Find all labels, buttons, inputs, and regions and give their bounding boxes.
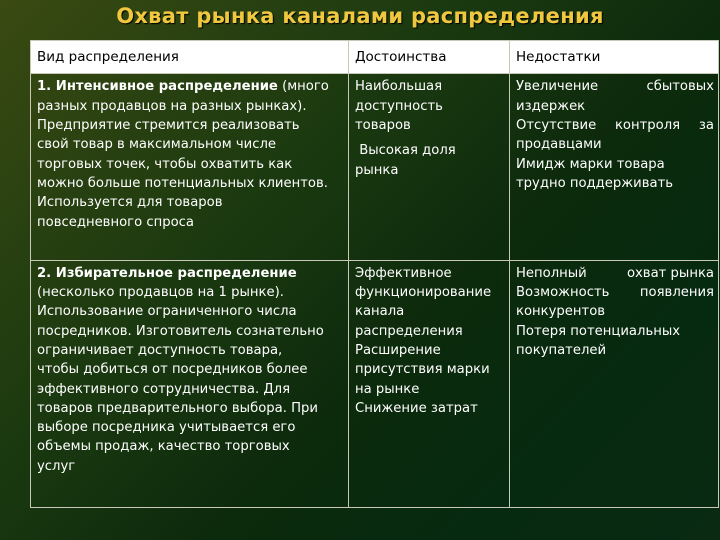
type-cell <box>31 260 349 507</box>
header-disadvantages: Недостатки <box>510 41 719 74</box>
disadvantage-line: покупателей <box>516 343 607 358</box>
disadvantage-line <box>516 77 714 96</box>
type-text: объемы продаж, качество торговых <box>37 439 290 455</box>
type-text: чтобы добиться от посредников более <box>37 362 308 378</box>
word: Возможность <box>516 285 610 301</box>
advantage-text: функционирование <box>355 285 492 301</box>
disadvantage-line: издержек <box>516 98 586 114</box>
word: за <box>698 118 714 134</box>
type-text: разных продавцов на разных рынках). <box>37 98 307 114</box>
header-advantages: Достоинства <box>349 41 510 74</box>
type-text: посредников. Изготовитель сознательно <box>37 323 324 339</box>
type-text: ограничивает доступность товара, <box>37 343 283 358</box>
advantage-text: распределения <box>355 323 463 339</box>
type-text: (несколько продавцов на 1 рынке). <box>37 285 284 301</box>
word: Отсутствие <box>516 118 597 134</box>
type-text: торговых точек, чтобы охватить как <box>37 156 293 172</box>
type-text: услуг <box>37 458 76 474</box>
table-header-row <box>31 41 719 74</box>
advantage-text: Расширение <box>355 343 441 358</box>
advantage-text: присутствия марки <box>355 362 490 378</box>
advantage-text: Эффективное <box>355 265 452 281</box>
word: охват рынка <box>626 265 714 281</box>
advantages-cell <box>349 260 510 507</box>
type-first-line <box>37 77 344 96</box>
type-text: Предприятие стремится реализовать <box>37 118 300 134</box>
disadvantage-line: конкурентов <box>516 304 606 320</box>
advantage-text: Наибольшая <box>355 79 443 95</box>
word: контроля <box>614 118 681 134</box>
disadvantage-line <box>516 116 714 135</box>
type-text: эффективного сотрудничества. Для <box>37 381 290 397</box>
disadvantage-line: Имидж марки товара <box>516 156 665 172</box>
advantage-text: рынка <box>355 162 399 178</box>
type-text: Используется для товаров <box>37 195 223 211</box>
disadvantage-line: продавцами <box>516 137 602 153</box>
disadvantages-cell <box>510 74 719 260</box>
slide-title: Охват рынка каналами распределения <box>116 4 604 28</box>
word: Неполный <box>516 265 587 281</box>
disadvantage-line: трудно поддерживать <box>516 175 674 191</box>
advantage-text: канала <box>355 304 405 320</box>
header-type: Вид распределения <box>31 41 349 74</box>
distribution-table <box>30 40 719 508</box>
type-label: 1. Интенсивное распределение <box>37 79 278 95</box>
type-text: (много <box>277 79 329 95</box>
type-text: Использование ограниченного числа <box>37 304 297 320</box>
word: Увеличение <box>516 79 599 95</box>
advantage-text: товаров <box>355 118 411 134</box>
type-cell <box>31 74 349 260</box>
table-row <box>31 260 719 507</box>
disadvantage-line: Потеря потенциальных <box>516 323 681 339</box>
type-label: 2. Избирательное распределение <box>37 265 297 281</box>
type-text: свой товар в максимальном числе <box>37 137 277 153</box>
disadvantage-line <box>516 264 714 283</box>
advantages-cell <box>349 74 510 260</box>
table-row <box>31 74 719 260</box>
disadvantage-line <box>516 283 714 302</box>
word: сбытовых <box>646 79 714 95</box>
advantage-text: на рынке <box>355 381 420 397</box>
type-text: можно больше потенциальных клиентов. <box>37 175 328 191</box>
disadvantages-cell <box>510 260 719 507</box>
type-text: выборе посредника учитывается его <box>37 420 296 436</box>
word: появления <box>639 285 714 301</box>
advantage-text: Снижение затрат <box>355 400 478 416</box>
advantage-text: доступность <box>355 98 443 114</box>
advantage-text: Высокая доля <box>355 143 456 159</box>
type-text: товаров предварительного выбора. При <box>37 400 318 416</box>
type-text: повседневного спроса <box>37 214 194 230</box>
type-first-line <box>37 264 344 283</box>
